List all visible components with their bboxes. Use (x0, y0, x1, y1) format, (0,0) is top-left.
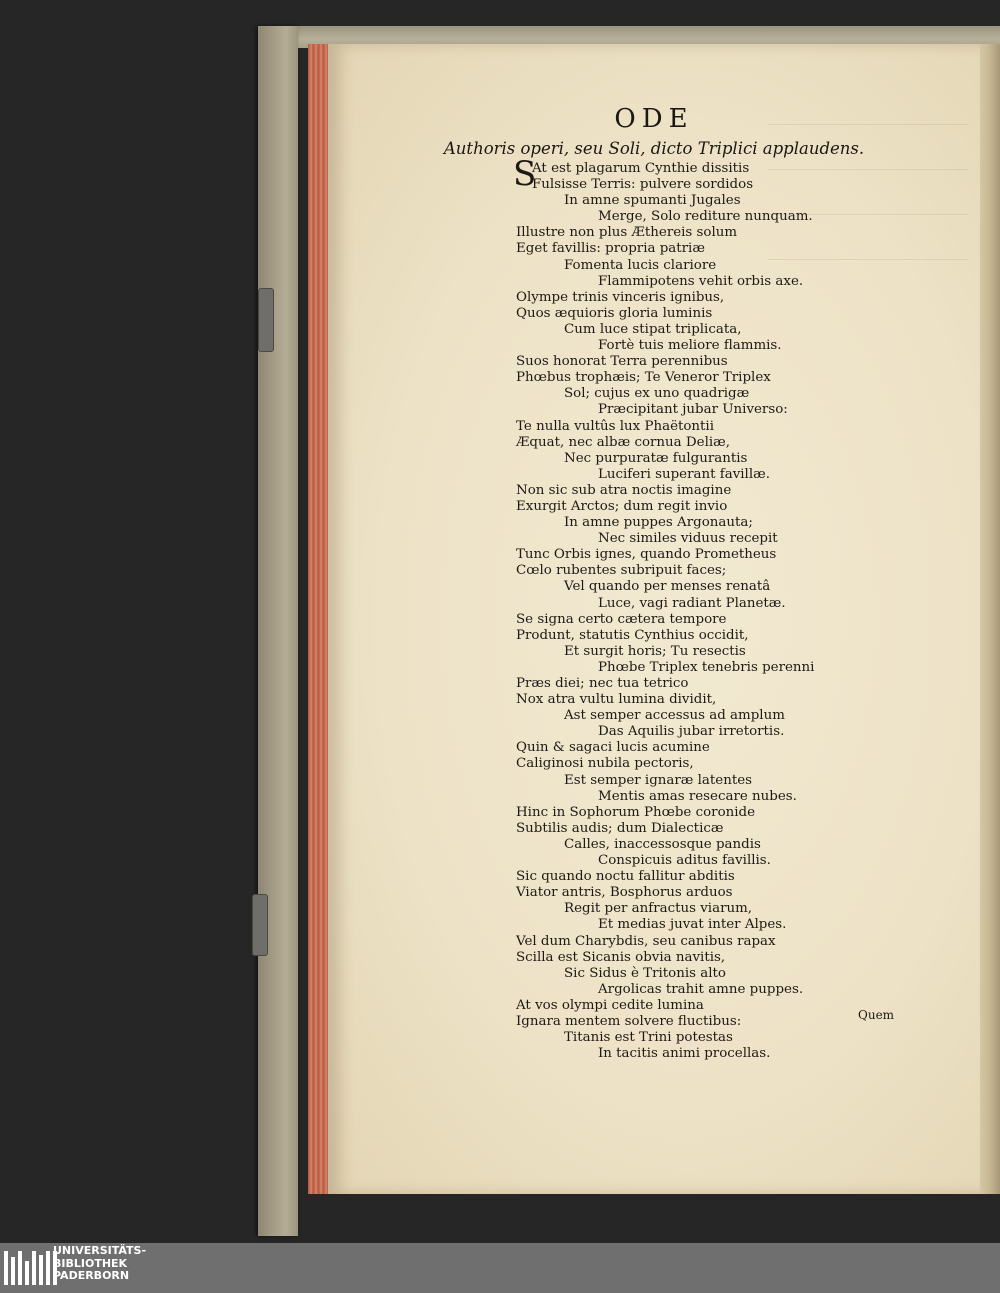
library-name-line: BIBLIOTHEK (53, 1256, 128, 1270)
poem-line: Luciferi superant favillæ. (598, 466, 770, 482)
page-right-edge (978, 44, 1000, 1194)
poem-line: Quin & sagaci lucis acumine (516, 740, 710, 756)
poem-line: Et medias juvat inter Alpes. (598, 917, 787, 933)
poem-line: Cum luce stipat triplicata, (564, 321, 742, 337)
poem-line: In amne puppes Argonauta; (564, 515, 753, 531)
book-page (328, 44, 980, 1194)
drop-cap: S (513, 154, 537, 194)
poem-line: Calles, inaccessosque pandis (564, 836, 761, 852)
poem-line: Ignara mentem solvere fluctibus: (516, 1013, 742, 1029)
poem-line: Hinc in Sophorum Phœbe coronide (516, 804, 756, 820)
poem-line: Luce, vagi radiant Planetæ. (598, 595, 786, 611)
poem-line: Sic Sidus è Tritonis alto (564, 965, 726, 981)
clasp-icon (258, 288, 274, 352)
poem-line: Argolicas trahit amne puppes. (598, 981, 804, 997)
page-subtitle: Authoris operi, seu Soli, dicto Triplici applaudens. (443, 139, 865, 158)
poem-line: Eget favillis: propria patriæ (516, 241, 705, 257)
poem-line: Non sic sub atra noctis imagine (516, 482, 732, 498)
poem-line: Ast semper accessus ad amplum (564, 708, 785, 724)
clasp-icon (252, 894, 268, 956)
poem-line: Te nulla vultûs lux Phaëtontii (516, 418, 715, 434)
poem-line: Vel quando per menses renatâ (564, 579, 771, 595)
poem-line: Olympe trinis vinceris ignibus, (516, 289, 725, 305)
book-cover-left (258, 26, 298, 1236)
poem-line: Produnt, statutis Cynthius occidit, (516, 627, 749, 643)
poem-line: Se signa certo cætera tempore (516, 611, 727, 627)
poem-line: Tunc Orbis ignes, quando Prometheus (516, 547, 777, 563)
poem-line: Nec purpuratæ fulgurantis (564, 450, 748, 466)
poem-line: Subtilis audis; dum Dialecticæ (516, 820, 724, 836)
poem-line: At est plagarum Cynthie dissitis (532, 161, 750, 176)
poem-line: Exurgit Arctos; dum regit invio (516, 498, 728, 514)
poem-line: Fortè tuis meliore flammis. (598, 338, 782, 354)
poem-line: Das Aquilis jubar irretortis. (598, 724, 785, 740)
page-title: ODE (614, 104, 694, 134)
poem-line: Et surgit horis; Tu resectis (564, 643, 746, 659)
poem-line: Sol; cujus ex uno quadrigæ (564, 386, 750, 402)
poem-line: Conspicuis aditus favillis. (598, 853, 771, 869)
poem-line: Phœbe Triplex tenebris perenni (598, 659, 815, 675)
library-name-line: UNIVERSITÄTS- (53, 1244, 147, 1257)
poem-body (516, 161, 956, 1062)
poem-line: Cœlo rubentes subripuit faces; (516, 563, 727, 579)
poem-line: Præcipitant jubar Universo: (598, 402, 788, 418)
poem-line: Præs diei; nec tua tetrico (516, 676, 689, 691)
poem-line: Viator antris, Bosphorus arduos (516, 885, 733, 901)
poem-line: Nec similes viduus recepit (598, 531, 778, 547)
poem-line: Nox atra vultu lumina dividit, (516, 692, 717, 708)
library-name-line: PADERBORN (53, 1269, 130, 1282)
poem-line: At vos olympi cedite lumina (516, 997, 704, 1013)
poem-line: Fulsisse Terris: pulvere sordidos (532, 177, 754, 193)
poem-line: Æquat, nec albæ cornua Deliæ, (516, 434, 730, 450)
poem-line: Suos honorat Terra perennibus (516, 354, 728, 370)
poem-line: In tacitis animi procellas. (598, 1046, 771, 1062)
poem-line: Merge, Solo rediture nunquam. (598, 209, 813, 225)
poem-line: Phœbus trophæis; Te Veneror Triplex (516, 370, 771, 386)
poem-line: Fomenta lucis clariore (564, 257, 717, 273)
poem-line: Scilla est Sicanis obvia navitis, (516, 949, 726, 965)
poem-line: Est semper ignaræ latentes (564, 772, 753, 788)
catchword: Quem (858, 1008, 895, 1022)
poem-line: Sic quando noctu fallitur abditis (516, 869, 735, 885)
poem-line: Flammipotens vehit orbis axe. (598, 273, 804, 289)
poem-line: Vel dum Charybdis, seu canibus rapax (516, 933, 776, 949)
library-logo-icon (4, 1251, 57, 1285)
library-name (53, 1245, 146, 1283)
poem-line: Quos æquioris gloria luminis (516, 305, 713, 321)
poem-line: Regit per anfractus viarum, (564, 901, 753, 917)
poem-line: Mentis amas resecare nubes. (598, 788, 797, 804)
poem-line: In amne spumanti Jugales (564, 193, 741, 209)
poem-line: Titanis est Trini potestas (564, 1030, 733, 1046)
poem-line: Caliginosi nubila pectoris, (516, 756, 694, 772)
poem-line: Illustre non plus Æthereis solum (516, 225, 738, 241)
footer-bar (0, 1243, 1000, 1293)
page-edge (308, 44, 330, 1194)
